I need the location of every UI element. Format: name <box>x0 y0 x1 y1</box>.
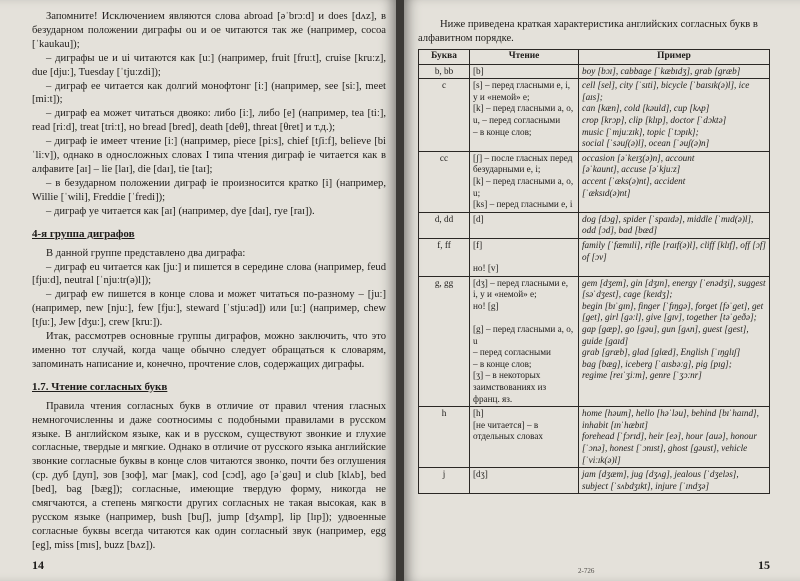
reading-line: [dʒ] – перед гласными e, i, y и «немой» e; <box>473 277 569 300</box>
example-line: of [ɔv] <box>582 251 607 262</box>
table-row <box>419 212 770 238</box>
group4-block <box>32 247 386 372</box>
example-line: jam [dʒæm], jug [dʒʌg], jealous [ˈdʒeləs], subject [ˈsʌbdʒɪkt], injure [ˈɪndʒə] <box>582 469 739 491</box>
letter-cell: c <box>419 79 470 152</box>
signature-mark: 2-726 <box>578 567 595 575</box>
example-line: family [ˈfæmɪli], rifle [raɪf(ə)l], cliff [klɪf], off [ɔf] <box>582 239 767 250</box>
example-cell <box>579 468 770 494</box>
paragraph: Правила чтения согласных букв в отличие от правил чтения гласных немногочисленны и даже соотносимы с подобными правилами в русском языке. В английском языке, как и в русском, существуют звонкие и глухие согласные, твердые и мягкие. Однако в отличие от русского языка английские звонкие согласные буквы в конце слов читаются звонко, почти без оглушения (ср. дуб [дуп], зов [зоф], маг [мак], cod [cɔd], ago [əˈgəu] и club [klʌb], bed [bed], bag [bæg]); согласные, имеющие твердую форму, никогда не смягчаются, а степень мягкости других согласных не такая высокая, как в русском языке (например, bush [buʃ], jump [dʒʌmp], lip [lɪp]); удвоенные согласные буквы всегда читаются как один согласный звук (например, egg [eg], miss [mɪs], buzz [bʌz]). <box>32 400 386 551</box>
example-line: grab [græb], glad [glæd], English [ˈɪŋglɪʃ] <box>582 347 741 358</box>
table-row <box>419 64 770 79</box>
paragraph: – диграф ew пишется в конце слова и может читаться по-разному – [juː] (например, new [njuː], few [fjuː], steward [ˈstjuːəd]) или [uː] (например, chew [tʃuː], Jew [dʒuː], crew [kruː]). <box>32 289 386 329</box>
example-line: regime [reɪˈʒiːm], genre [ˈʒɔːnr] <box>582 370 702 381</box>
paragraph: Итак, рассмотрев основные группы диграфов, можно заключить, что это именно тот случай, когда чаще обычно следует обращаться к словарям, запоминать написание и, конечно, прочтение слов, содержащих диграфы. <box>32 331 386 370</box>
reading-line: [g] – перед гласными a, o, u <box>473 324 574 346</box>
example-line: gem [dʒem], gin [dʒɪn], energy [ˈenədʒi], suggest [səˈdʒest], cage [keɪdʒ]; <box>582 277 766 300</box>
example-line: cell [sel], city [ˈsɪti], bicycle [ˈbaɪsɪk(ə)l], ice [aɪs]; <box>582 80 750 102</box>
column-header: Пример <box>579 50 770 65</box>
example-line: boy [bɔɪ], cabbage [ˈkæbɪdʒ], grab [græb] <box>582 65 741 76</box>
reading-line: – перед согласными <box>473 347 551 358</box>
heading-group4: 4-я группа диграфов <box>32 227 135 240</box>
example-cell <box>579 276 770 407</box>
paragraph: Запомните! Исключением являются слова abroad [əˈbrɔːd] и does [dʌz], в безударном положении диграфы ou и oe читаются так же (например, cocoa [ˈkaukau]); <box>32 11 386 50</box>
table-row <box>419 238 770 276</box>
table-intro: Ниже приведена краткая характеристика английских согласных букв в алфавитном порядке. <box>418 19 758 44</box>
example-cell <box>579 151 770 212</box>
paragraph: – диграф ye читается как [aɪ] (например, dye [daɪ], rye [raɪ]). <box>46 205 315 217</box>
example-line: gap [gæp], go [gəu], gun [gʌn], guest [gest], guide [gaɪd] <box>582 324 749 346</box>
left-page <box>0 0 396 581</box>
example-line: bag [bæg], iceberg [ˈaɪsbəːg], pig [pɪg]; <box>582 358 732 369</box>
letter-cell: f, ff <box>419 238 470 276</box>
table-row <box>419 151 770 212</box>
reading-line: [b] <box>473 65 484 76</box>
table-row <box>419 276 770 407</box>
reading-line: [s] – перед гласными e, i, y и «немой» e; <box>473 80 571 102</box>
example-line: home [həum], hello [həˈləu], behind [bɪˈhaɪnd], inhabit [ɪnˈhæbɪt] <box>582 408 759 430</box>
example-cell <box>579 64 770 79</box>
paragraph: – диграф ea может читаться двояко: либо [iː], либо [e] (например, tea [tiː], read [riːd], treat [triːt], но bread [bred], death [deθ], threat [θret] и т.д.); <box>32 108 386 134</box>
right-page <box>404 0 800 581</box>
page-number: 14 <box>32 558 44 572</box>
example-cell <box>579 238 770 276</box>
reading-cell <box>470 79 579 152</box>
consonant-table <box>418 49 770 494</box>
reading-cell <box>470 276 579 407</box>
book-gutter <box>396 0 404 581</box>
example-cell <box>579 407 770 468</box>
reading-line: [ks] – перед гласными e, i <box>473 199 573 210</box>
spacer <box>473 252 575 264</box>
example-line: social [ˈsəuʃ(ə)l], ocean [ˈəuʃ(ə)n] <box>582 138 710 149</box>
reading-cell <box>470 468 579 494</box>
example-line: can [kæn], cold [kəuld], cup [kʌp] <box>582 103 710 114</box>
reading-line: [dʒ] <box>473 469 488 480</box>
example-line: crop [krɔp], clip [klɪp], doctor [ˈdɔktə] <box>582 114 727 125</box>
section-heading: 1.7. Чтение согласных букв <box>32 380 168 393</box>
reading-cell <box>470 212 579 238</box>
consonants-intro-block <box>32 400 386 553</box>
example-line: accent [ˈæks(ə)nt], accident <box>582 175 686 186</box>
letter-cell: j <box>419 468 470 494</box>
spacer <box>473 312 575 324</box>
paragraph: В данной группе представлено два диграфа: <box>46 247 246 259</box>
example-line: [ˈæksɪd(ə)nt] <box>582 187 631 198</box>
reading-line: [h] <box>473 408 484 419</box>
reading-line: [ʃ] – после гласных перед безударными e, i; <box>473 152 573 175</box>
page-number: 15 <box>758 558 770 572</box>
letter-cell: cc <box>419 151 470 212</box>
table-header-row <box>419 50 770 65</box>
example-cell <box>579 212 770 238</box>
reading-cell <box>470 64 579 79</box>
letter-cell: b, bb <box>419 64 470 79</box>
paragraph: – диграф ie имеет чтение [iː] (например, piece [piːs], chief [tʃiːf], believe [biˈliːv]), однако в односложных словах I типа чтения диграф ie читается как в алфавите [aɪ] – lie [laɪ], die [daɪ], tie [taɪ]; <box>32 136 386 175</box>
reading-line: – в конце слов; <box>473 358 532 369</box>
reading-line: [ʒ] – в некоторых заимствованиях из франц. яз. <box>473 370 547 404</box>
reading-line: – в конце слов; <box>473 126 532 137</box>
reading-line: [k] – перед гласными a, o, u; <box>473 175 574 198</box>
digraph-rules-block <box>32 10 386 219</box>
letter-cell: g, gg <box>419 276 470 407</box>
reading-line: но! [g] <box>473 300 499 311</box>
paragraph: – диграф ee читается как долгий монофтонг [iː] (например, see [siː], meet [miːt]); <box>32 80 386 106</box>
example-line: music [ˈmjuːzɪk], topic [ˈtɔpɪk]; <box>582 126 699 137</box>
paragraph: – в безударном положении диграф ie произносится кратко [i] (например, Willie [ˈwili], Freddie [ˈfredi]); <box>32 177 386 203</box>
letter-cell: h <box>419 407 470 468</box>
example-line: [əˈkaunt], accuse [əˈkjuːz] <box>582 164 681 175</box>
reading-cell <box>470 238 579 276</box>
reading-line: [k] – перед гласными a, o, u, – перед согласными <box>473 103 574 125</box>
table-row <box>419 468 770 494</box>
table-row <box>419 407 770 468</box>
column-header: Буква <box>419 50 470 65</box>
example-line: begin [bɪˈgɪn], finger [ˈfɪŋgə], forget [fəˈget], get [get], girl [gəːl], give [gɪv], together [təˈgeðə]; <box>582 300 764 323</box>
example-line: dog [dɔg], spider [ˈspaɪdə], middle [ˈmɪd(ə)l], odd [ɔd], bad [bæd] <box>582 213 754 236</box>
column-header: Чтение <box>470 50 579 65</box>
example-line: forehead [ˈfɔrɪd], heir [eə], hour [auə], honour [ˈɔnə], honest [ˈɔnɪst], ghost [gəust], vehicle [ˈviːɪk(ə)l] <box>582 431 757 465</box>
example-line: occasion [əˈkeɪʒ(ə)n], account <box>582 152 695 163</box>
example-cell <box>579 79 770 152</box>
reading-line: [f] <box>473 239 483 250</box>
paragraph: – диграфы ue и ui читаются как [uː] (например, fruit [fruːt], cruise [kruːz], due [djuː], Tuesday [ˈtjuːzdi]); <box>32 52 386 78</box>
reading-line: но! [v] <box>473 263 499 274</box>
paragraph: – диграф eu читается как [juː] и пишется в середине слова (например, feud [fjuːd], neutral [ˈnjuːtr(ə)l]); <box>32 261 386 287</box>
table-row <box>419 79 770 152</box>
reading-line: [d] <box>473 213 484 224</box>
reading-cell <box>470 407 579 468</box>
letter-cell: d, dd <box>419 212 470 238</box>
reading-cell <box>470 151 579 212</box>
reading-line: [не читается] – в отдельных словах <box>473 419 544 442</box>
